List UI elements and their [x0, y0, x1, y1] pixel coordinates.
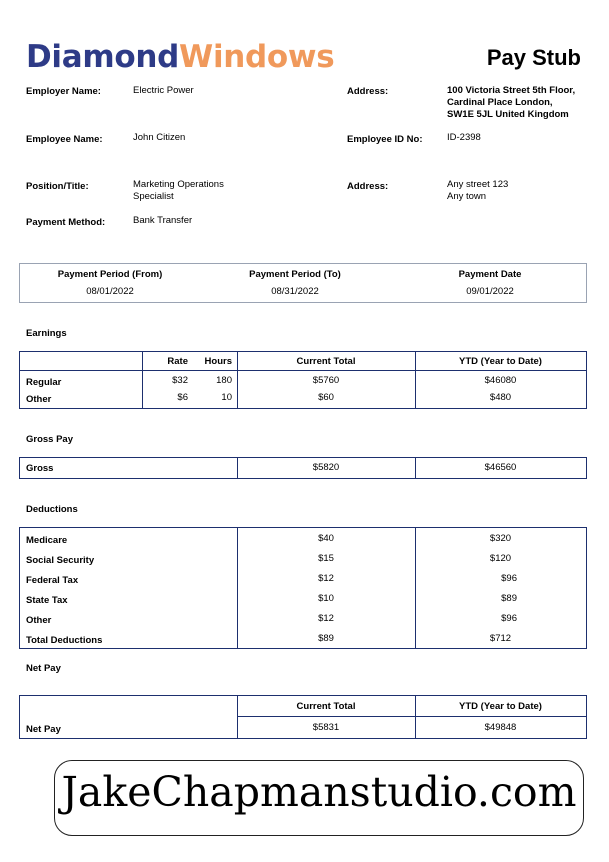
deduction-current: $12 [318, 613, 334, 624]
earnings-row-current: $5760 [312, 375, 340, 386]
company-logo [26, 39, 335, 75]
employer-address-line-3: SW1E 5JL United Kingdom [447, 109, 569, 120]
net-header-current: Current Total [296, 701, 356, 712]
employee-id-label: Employee ID No: [347, 134, 423, 145]
earnings-header-rate: Rate [167, 356, 188, 367]
deduction-label: Social Security [26, 555, 95, 566]
total-deductions-current: $89 [318, 633, 334, 644]
logo-part-windows: Windows [179, 39, 335, 75]
payment-method-value: Bank Transfer [133, 215, 193, 226]
employer-name-label: Employer Name: [26, 86, 101, 97]
period-to-value: 08/31/2022 [271, 286, 319, 297]
position-line-2: Specialist [133, 191, 174, 202]
earnings-row-ytd: $480 [489, 392, 512, 403]
earnings-table [19, 351, 587, 409]
deduction-label: State Tax [26, 595, 68, 606]
employer-address-value [447, 85, 575, 121]
position-label: Position/Title: [26, 181, 89, 192]
deduction-current: $40 [318, 533, 334, 544]
employer-address-line-1: 100 Victoria Street 5th Floor, [447, 85, 576, 96]
position-value [133, 179, 224, 203]
employer-address-label: Address: [347, 86, 389, 97]
position-line-1: Marketing Operations [133, 179, 224, 190]
period-from-value: 08/01/2022 [86, 286, 134, 297]
total-deductions-ytd: $712 [489, 633, 512, 644]
deductions-table [19, 527, 587, 649]
net-pay-ytd: $49848 [484, 722, 517, 733]
earnings-row-label: Other [26, 394, 52, 405]
employee-address-line-2: Any town [447, 191, 487, 202]
earnings-row-rate: $32 [172, 375, 188, 386]
net-header-ytd: YTD (Year to Date) [459, 701, 542, 712]
payment-period-box [19, 263, 587, 303]
gross-ytd: $46560 [484, 462, 517, 473]
deduction-label: Medicare [26, 535, 68, 546]
net-pay-table [19, 695, 587, 739]
period-from-label: Payment Period (From) [57, 269, 163, 280]
watermark-banner [54, 760, 584, 836]
deduction-current: $15 [318, 553, 334, 564]
deduction-ytd: $96 [501, 613, 517, 624]
employee-name-value: John Citizen [133, 132, 186, 143]
net-pay-current: $5831 [312, 722, 340, 733]
deduction-current: $10 [318, 593, 334, 604]
deduction-ytd: $120 [489, 553, 512, 564]
deduction-current: $12 [318, 573, 334, 584]
gross-pay-table [19, 457, 587, 479]
earnings-row-hours: 180 [216, 375, 232, 386]
employee-name-label: Employee Name: [26, 134, 103, 145]
earnings-row-current: $60 [318, 392, 334, 403]
employer-address-line-2: Cardinal Place London, [447, 97, 553, 108]
employee-address-line-1: Any street 123 [447, 179, 509, 190]
earnings-header-hours: Hours [204, 356, 232, 367]
deduction-label: Other [26, 615, 52, 626]
earnings-header-current: Current Total [296, 356, 356, 367]
gross-pay-section-title: Gross Pay [26, 434, 73, 445]
gross-label: Gross [26, 463, 54, 474]
watermark-text: JakeChapmanstudio.com [61, 768, 577, 816]
earnings-row-rate: $6 [177, 392, 188, 403]
page-title: Pay Stub [486, 45, 581, 70]
earnings-row-label: Regular [26, 377, 62, 388]
deduction-ytd: $89 [501, 593, 517, 604]
employee-address-value [447, 179, 508, 203]
net-pay-label: Net Pay [26, 724, 61, 735]
earnings-section-title: Earnings [26, 328, 67, 339]
period-to-label: Payment Period (To) [249, 269, 341, 280]
net-pay-section-title: Net Pay [26, 663, 61, 674]
employee-id-value: ID-2398 [447, 132, 481, 143]
logo-part-diamond: Diamond [26, 39, 180, 75]
earnings-row-ytd: $46080 [484, 375, 517, 386]
earnings-row-hours: 10 [221, 392, 232, 403]
deduction-ytd: $96 [501, 573, 517, 584]
payment-date-label: Payment Date [458, 269, 522, 280]
employee-address-label: Address: [347, 181, 389, 192]
earnings-header-ytd: YTD (Year to Date) [459, 356, 542, 367]
gross-current: $5820 [312, 462, 340, 473]
total-deductions-label: Total Deductions [26, 635, 103, 646]
deduction-label: Federal Tax [26, 575, 79, 586]
deductions-section-title: Deductions [26, 504, 78, 515]
deduction-ytd: $320 [489, 533, 512, 544]
employer-name-value: Electric Power [133, 85, 194, 96]
payment-method-label: Payment Method: [26, 217, 106, 228]
payment-date-value: 09/01/2022 [466, 286, 514, 297]
